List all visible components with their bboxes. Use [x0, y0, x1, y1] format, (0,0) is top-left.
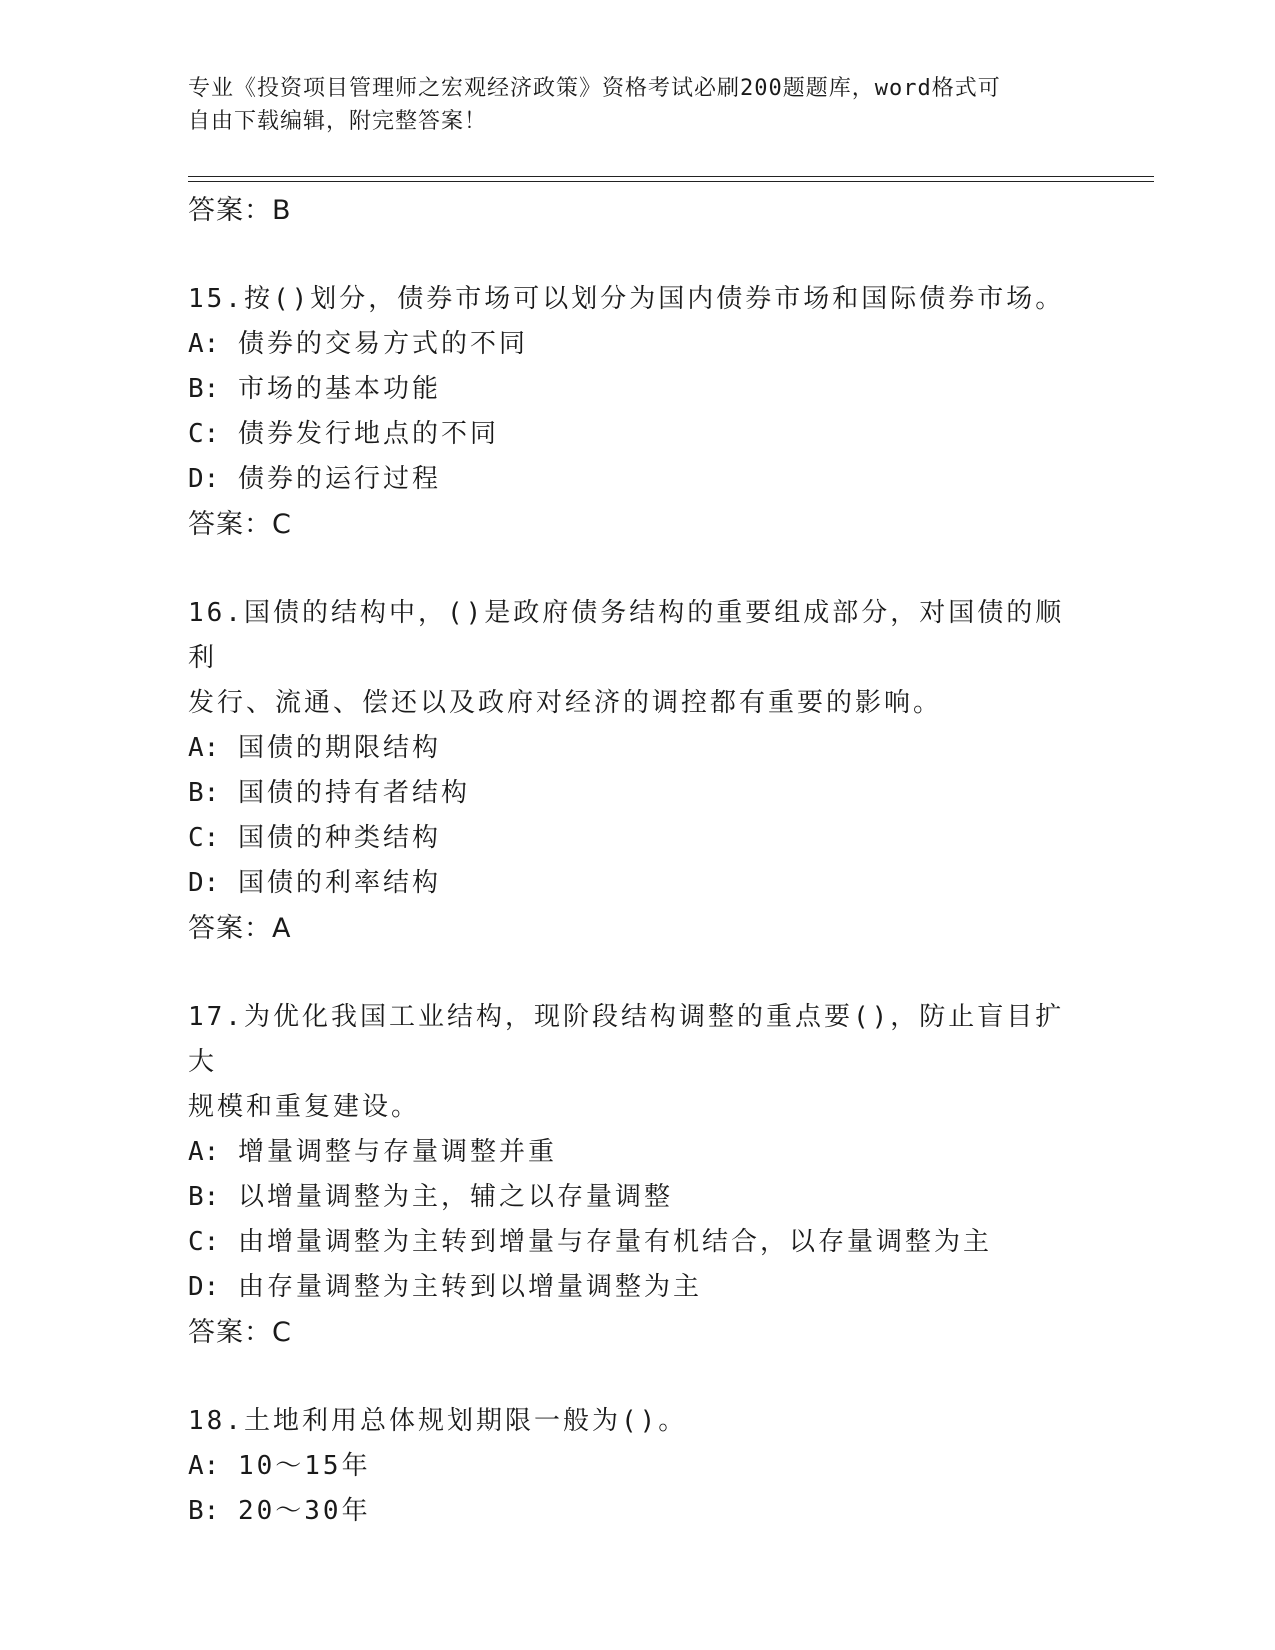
option-key: B:	[188, 374, 220, 404]
option-key: D:	[188, 1272, 220, 1302]
option-key: B:	[188, 778, 220, 808]
option-b	[188, 771, 1088, 816]
option-a	[188, 1444, 1088, 1489]
header-line-1: 专业《投资项目管理师之宏观经济政策》资格考试必刷200题题库，word格式可	[188, 76, 1001, 101]
option-text: 债券的运行过程	[237, 464, 441, 494]
option-text: 由存量调整为主转到以增量调整为主	[237, 1272, 702, 1302]
answer-line: 答案：A	[188, 913, 292, 944]
option-key: A:	[188, 329, 220, 359]
page-header	[188, 72, 1088, 138]
question-stem	[188, 591, 1088, 726]
option-d	[188, 457, 1088, 502]
header-line-2: 自由下载编辑，附完整答案！	[188, 109, 488, 134]
option-key: A:	[188, 1451, 220, 1481]
option-text: 增量调整与存量调整并重	[237, 1137, 557, 1167]
option-c	[188, 816, 1088, 861]
option-key: C:	[188, 1227, 220, 1257]
option-c	[188, 1220, 1088, 1265]
option-key: A:	[188, 733, 220, 763]
stem-line: 18.土地利用总体规划期限一般为()。	[188, 1406, 688, 1436]
option-text: 由增量调整为主转到增量与存量有机结合，以存量调整为主	[237, 1227, 992, 1257]
option-text: 市场的基本功能	[237, 374, 441, 404]
stem-line: 发行、流通、偿还以及政府对经济的调控都有重要的影响。	[188, 688, 943, 718]
option-key: C:	[188, 419, 220, 449]
stem-line: 17.为优化我国工业结构，现阶段结构调整的重点要()，防止盲目扩大	[188, 1002, 1065, 1077]
option-text: 债券的交易方式的不同	[237, 329, 528, 359]
option-d	[188, 861, 1088, 906]
header-divider-bottom	[188, 181, 1154, 182]
option-text: 以增量调整为主，辅之以存量调整	[237, 1182, 673, 1212]
option-key: D:	[188, 868, 220, 898]
option-a	[188, 1130, 1088, 1175]
stem-line: 15.按()划分，债券市场可以划分为国内债券市场和国际债券市场。	[188, 284, 1065, 314]
answer-line: 答案：C	[188, 509, 292, 540]
question-16	[188, 591, 1088, 952]
option-b	[188, 1175, 1088, 1220]
option-text: 债券发行地点的不同	[237, 419, 499, 449]
question-stem	[188, 995, 1088, 1130]
question-18	[188, 1399, 1088, 1534]
question-list	[188, 188, 1088, 1534]
option-text: 国债的持有者结构	[237, 778, 470, 808]
option-text: 10～15年	[237, 1451, 371, 1481]
option-key: B:	[188, 1182, 220, 1212]
stem-line: 16.国债的结构中，()是政府债务结构的重要组成部分，对国债的顺利	[188, 598, 1065, 673]
option-a	[188, 726, 1088, 771]
question-stem	[188, 277, 1088, 322]
question-15	[188, 277, 1088, 548]
option-c	[188, 412, 1088, 457]
option-b	[188, 1489, 1088, 1534]
option-text: 国债的种类结构	[237, 823, 441, 853]
question-stem	[188, 1399, 1088, 1444]
header-divider-top	[188, 176, 1154, 177]
stem-line: 规模和重复建设。	[188, 1092, 421, 1122]
option-b	[188, 367, 1088, 412]
option-d	[188, 1265, 1088, 1310]
option-key: A:	[188, 1137, 220, 1167]
answer-line: 答案：C	[188, 1317, 292, 1348]
option-text: 国债的期限结构	[237, 733, 441, 763]
option-text: 20～30年	[237, 1496, 371, 1526]
answer-line: 答案：B	[188, 195, 292, 226]
option-key: C:	[188, 823, 220, 853]
option-text: 国债的利率结构	[237, 868, 441, 898]
option-key: B:	[188, 1496, 220, 1526]
option-a	[188, 322, 1088, 367]
question-17	[188, 995, 1088, 1356]
option-key: D:	[188, 464, 220, 494]
